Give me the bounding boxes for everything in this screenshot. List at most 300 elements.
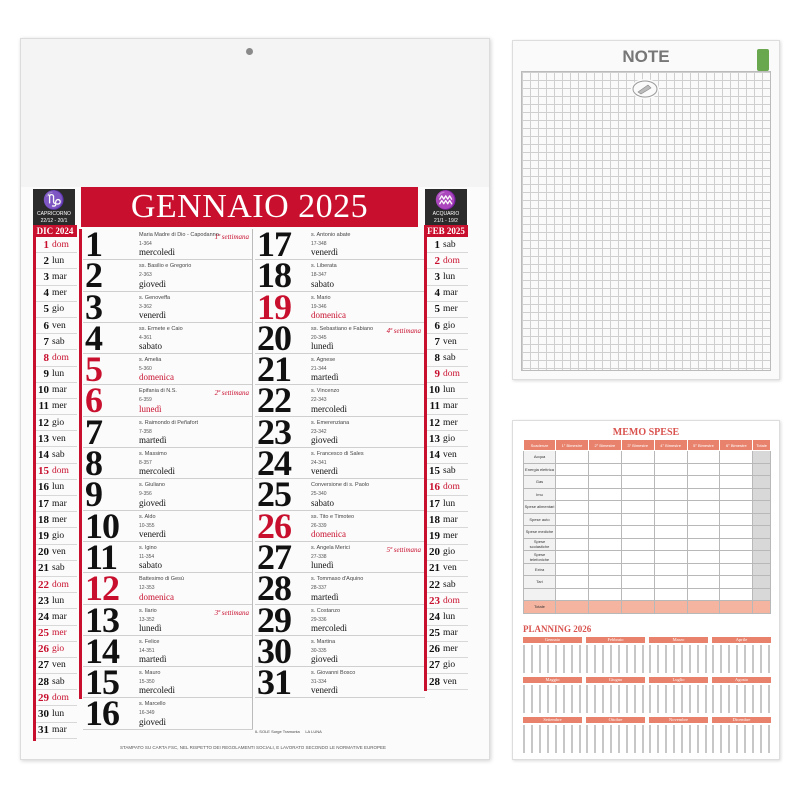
memo-column-header: 6° Bimestre [720,440,753,451]
week-number-label: 3ª settimana [214,608,249,617]
side-day-weekday: dom [443,255,460,266]
side-day-number: 17 [429,497,440,510]
week-number-label: 4ª settimana [386,326,421,335]
day-fraction: 12-353 [139,585,155,592]
memo-cell [654,601,687,614]
side-day-number: 18 [429,513,440,526]
aquarius-icon: ♒ [434,190,458,210]
planning-month-days [523,685,582,713]
side-day-weekday: dom [52,466,69,477]
side-day-number: 24 [38,610,49,623]
memo-cell [654,501,687,514]
memo-cell [720,488,753,501]
side-day-number: 23 [429,594,440,607]
memo-column-header: Totale [753,440,771,451]
planning-month [586,677,645,711]
side-day-row [33,561,77,577]
memo-cell [654,463,687,476]
day-fraction: 13-352 [139,616,155,623]
memo-row-label: Gas [524,476,556,489]
side-day-weekday: mer [52,514,67,525]
side-day-weekday: dom [52,579,69,590]
planning-month-name: Marzo [649,637,708,643]
day-row [83,255,253,296]
memo-column-header: 3° Bimestre [621,440,654,451]
memo-cell [621,501,654,514]
memo-row [524,488,771,501]
side-day-weekday: mar [52,385,67,396]
side-day-row [33,253,77,269]
day-number: 17 [257,224,291,264]
day-weekday: domenica [139,591,174,602]
side-day-weekday: mer [443,304,458,315]
side-day-number: 3 [434,270,440,283]
memo-row-label: Imu [524,488,556,501]
side-day-weekday: sab [443,466,456,477]
side-day-row [424,609,468,625]
memo-cell [654,551,687,564]
memo-cell [687,451,720,464]
memo-cell [621,588,654,601]
memo-total-cell [753,476,771,489]
week-number-label: 5ª settimana [386,545,421,554]
side-day-number: 13 [429,432,440,445]
day-weekday: martedì [139,435,167,446]
memo-cell [621,563,654,576]
side-day-weekday: mar [443,628,458,639]
side-day-number: 29 [38,691,49,704]
side-day-weekday: gio [443,320,456,331]
planning-month [523,677,582,711]
day-weekday: venerdì [311,466,338,477]
side-day-weekday: gio [52,417,65,428]
hanging-hole [246,48,253,55]
memo-cell [753,601,771,614]
day-fraction: 17-348 [311,241,327,247]
day-fraction: 15-350 [139,679,155,686]
memo-cell [621,451,654,464]
planning-month [523,717,582,751]
next-month-column [424,225,468,690]
day-fraction: 31-334 [311,679,327,686]
side-day-row [33,447,77,463]
side-day-row [424,399,468,415]
side-day-number: 3 [43,270,49,283]
side-day-weekday: mar [443,514,458,525]
memo-cell [687,501,720,514]
memo-row-label: Spese auto [524,513,556,526]
memo-table [523,439,771,614]
day-saint: s. Genoveffa [139,294,171,301]
memo-cell [621,601,654,614]
memo-cell [720,513,753,526]
day-weekday: sabato [311,497,334,508]
day-saint: s. Amelia [139,357,162,364]
memo-cell [687,488,720,501]
memo-cell [621,463,654,476]
side-day-row [424,447,468,463]
planning-month [649,677,708,711]
days-column-1 [83,224,253,734]
day-weekday: giovedì [311,435,338,446]
side-day-weekday: gio [443,433,456,444]
side-day-row [33,464,77,480]
day-weekday: giovedì [139,497,166,508]
day-number: 18 [257,255,291,296]
day-fraction: 28-337 [311,585,327,592]
day-weekday: domenica [311,528,346,539]
memo-total-row [524,601,771,614]
planning-month [586,717,645,751]
column-accent-bar [79,229,82,699]
day-row [83,349,253,390]
side-day-weekday: ven [52,433,66,444]
side-day-weekday: mer [52,628,67,639]
memo-row [524,463,771,476]
side-day-number: 12 [429,416,440,429]
memo-cell [687,513,720,526]
day-weekday: lunedì [139,403,162,414]
side-day-number: 21 [38,562,49,575]
memo-row-label: Spese scolastiche [524,538,556,551]
memo-row-label [524,588,556,601]
memo-row-label: Tari [524,576,556,589]
memo-cell [588,513,621,526]
planning-month-days [649,685,708,713]
day-number: 20 [257,317,291,358]
memo-cell [588,476,621,489]
memo-cell [720,601,753,614]
memo-cell [687,538,720,551]
day-fraction: 2-363 [139,272,152,279]
memo-cell [556,501,589,514]
side-day-number: 10 [38,384,49,397]
memo-sheet [512,420,780,760]
memo-cell [621,576,654,589]
planning-month [649,637,708,671]
planning-month-days [586,645,645,673]
side-day-number: 28 [429,675,440,688]
memo-column-header: 2° Bimestre [588,440,621,451]
day-saint: s. Angela Merici [311,544,350,551]
side-day-row [33,237,77,253]
side-day-weekday: lun [443,498,456,509]
next-month-header: FEB 2025 [424,225,468,237]
memo-cell [621,538,654,551]
side-day-weekday: ven [443,336,457,347]
note-grid [521,71,771,371]
day-row [255,662,425,703]
day-fraction: 29-336 [311,616,327,623]
previous-month-days [33,237,77,739]
day-number: 12 [85,568,119,609]
memo-cell [588,526,621,539]
memo-cell [654,526,687,539]
side-day-weekday: dom [52,692,69,703]
memo-table-body [524,451,771,614]
day-number: 21 [257,349,291,390]
memo-cell [588,601,621,614]
day-number: 27 [257,536,291,577]
side-day-row [33,642,77,658]
note-title: NOTE [622,47,670,66]
memo-cell [687,476,720,489]
side-day-row [424,674,468,690]
side-day-number: 26 [429,643,440,656]
day-number: 26 [257,505,291,546]
side-day-row [33,480,77,496]
memo-cell [588,576,621,589]
memo-cell [588,563,621,576]
side-day-weekday: gio [443,660,456,671]
week-number-label: 2ª settimana [214,389,249,398]
calendar-header-blank [21,39,489,187]
side-day-number: 15 [429,465,440,478]
side-day-row [33,367,77,383]
day-fraction: 4-361 [139,334,152,341]
side-day-row [424,561,468,577]
day-fraction: 11-354 [139,553,155,560]
side-day-number: 18 [38,513,49,526]
side-day-number: 1 [43,238,49,251]
memo-total-cell [753,563,771,576]
side-day-weekday: sab [443,352,456,363]
side-day-number: 8 [43,351,49,364]
main-calendar-sheet [20,38,490,760]
side-day-row [424,528,468,544]
planning-month-days [523,645,582,673]
side-day-number: 23 [38,594,49,607]
side-day-weekday: gio [52,304,65,315]
day-fraction: 9-356 [139,491,152,498]
memo-cell [687,563,720,576]
memo-cell [556,551,589,564]
memo-row [524,501,771,514]
side-day-weekday: mar [52,271,67,282]
day-saint: ss. Basilio e Gregorio [139,263,192,270]
side-day-weekday: ven [52,320,66,331]
sun-info-label: IL SOLE Sorge Tramonta [255,729,300,734]
column-divider [252,229,253,729]
moon-info-label: LA LUNA [305,729,322,734]
memo-row-label: Energia elettrica [524,463,556,476]
side-day-weekday: sab [443,579,456,590]
day-row [83,224,253,264]
day-number: 22 [257,380,291,421]
side-day-row [33,512,77,528]
side-day-number: 24 [429,610,440,623]
side-day-row [424,253,468,269]
side-day-row [33,415,77,431]
day-saint: s. Emerenziana [311,419,350,426]
day-saint: ss. Ermete e Caio [139,325,183,332]
side-day-number: 22 [38,578,49,591]
side-day-number: 19 [429,529,440,542]
side-day-number: 5 [43,303,49,316]
calendar-footer-note: STAMPATO SU CARTA FSC, NEL RISPETTO DEI REGOLAMENTI SOCIALI, E LAVORATO SECONDO LE NORMATIVE EUROPEE [120,745,386,750]
planning-grid [523,637,771,751]
day-weekday: sabato [139,560,162,571]
memo-cell [588,451,621,464]
side-day-weekday: mar [52,498,67,509]
side-day-row [33,286,77,302]
day-number: 28 [257,568,291,609]
day-weekday: mercoledì [311,403,347,414]
day-fraction: 14-351 [139,647,155,654]
side-day-number: 27 [429,659,440,672]
day-fraction: 20-345 [311,334,327,341]
day-number: 31 [257,662,291,703]
memo-total-cell [753,501,771,514]
memo-cell [720,476,753,489]
day-number: 11 [85,536,118,577]
planning-month-days [649,725,708,753]
memo-total-cell [753,551,771,564]
memo-cell [621,476,654,489]
side-day-weekday: mer [443,644,458,655]
memo-cell [556,601,589,614]
day-saint: s. Antonio abate [311,232,351,238]
side-day-row [33,334,77,350]
side-day-weekday: lun [52,369,65,380]
day-row [83,286,253,327]
side-day-weekday: sab [52,450,65,461]
day-number: 1 [85,224,102,264]
day-saint: s. Massimo [139,451,167,458]
day-row [83,443,253,484]
day-weekday: sabato [311,278,334,289]
day-saint: s. Felice [139,638,160,645]
day-saint: Epifania di N.S. [139,388,177,395]
day-weekday: sabato [139,341,162,352]
day-row [83,411,253,452]
memo-total-cell [753,488,771,501]
side-day-number: 31 [38,724,49,737]
memo-cell [654,488,687,501]
memo-cell [556,463,589,476]
day-weekday: lunedì [311,560,334,571]
memo-cell [588,488,621,501]
side-day-row [33,626,77,642]
memo-row [524,513,771,526]
day-weekday: lunedì [139,622,162,633]
day-saint: s. Martina [311,638,336,645]
day-weekday: venerdì [139,309,166,320]
memo-row-label: Spese mediche [524,526,556,539]
memo-row [524,588,771,601]
memo-row [524,451,771,464]
day-number: 15 [85,662,119,703]
memo-cell [621,513,654,526]
memo-cell [588,588,621,601]
day-saint: Maria Madre di Dio - Capodanno [139,232,219,238]
capricorn-icon: ♑ [42,190,66,210]
side-day-row [424,480,468,496]
memo-column-header: Scadenze [524,440,556,451]
memo-total-cell [753,576,771,589]
memo-cell [720,588,753,601]
memo-cell [654,588,687,601]
side-day-number: 8 [434,351,440,364]
day-row [83,317,253,358]
day-saint: s. Giuliano [139,482,165,489]
side-day-weekday: ven [443,450,457,461]
memo-cell [654,538,687,551]
side-day-row [424,383,468,399]
day-number: 10 [85,505,119,546]
side-day-row [33,431,77,447]
day-saint: s. Liberata [311,263,337,270]
next-month-days [424,237,468,690]
side-day-weekday: ven [52,547,66,558]
side-day-row [424,415,468,431]
day-fraction: 5-360 [139,366,152,373]
side-day-number: 15 [38,465,49,478]
side-day-weekday: lun [52,709,65,720]
memo-cell [687,588,720,601]
day-weekday: giovedì [139,278,166,289]
side-day-number: 7 [434,335,440,348]
side-day-weekday: ven [443,563,457,574]
side-day-row [424,496,468,512]
planning-month [712,717,771,751]
memo-cell [621,488,654,501]
days-column-2 [255,224,425,703]
side-day-weekday: sab [443,239,456,250]
memo-row-label: Spese telefoniche [524,551,556,564]
day-weekday: venerdì [311,685,338,696]
day-weekday: giovedì [139,716,166,727]
memo-cell [720,563,753,576]
side-day-row [33,706,77,722]
day-weekday: lunedì [311,341,334,352]
day-weekday: domenica [139,372,174,383]
day-saint: ss. Tito e Timoteo [311,513,355,520]
memo-cell [654,563,687,576]
side-accent-bar [424,237,427,691]
side-day-number: 27 [38,659,49,672]
day-fraction: 24-341 [311,460,327,467]
day-fraction: 18-347 [311,272,327,279]
side-day-weekday: gio [52,530,65,541]
day-number: 30 [257,630,291,671]
day-saint: s. Vincenzo [311,388,340,395]
day-saint: s. Raimondo di Peñafort [139,419,199,426]
day-weekday: venerdì [311,247,338,258]
day-fraction: 1-364 [139,241,152,247]
side-day-row [33,593,77,609]
side-day-weekday: dom [443,595,460,606]
side-day-row [424,286,468,302]
side-day-weekday: dom [443,482,460,493]
side-day-row [33,496,77,512]
side-day-number: 1 [434,238,440,251]
memo-cell [588,501,621,514]
note-sheet [512,40,780,380]
memo-cell [654,476,687,489]
memo-total-cell [753,526,771,539]
side-day-weekday: dom [52,352,69,363]
memo-title: MEMO SPESE [612,427,680,438]
memo-row-label: Spese alimentari [524,501,556,514]
day-number: 29 [257,599,291,640]
side-day-row [33,528,77,544]
side-day-row [33,383,77,399]
side-day-number: 16 [38,481,49,494]
day-fraction: 27-338 [311,553,327,560]
planning-month-name: Aprile [712,637,771,643]
sun-moon-info [255,729,425,745]
